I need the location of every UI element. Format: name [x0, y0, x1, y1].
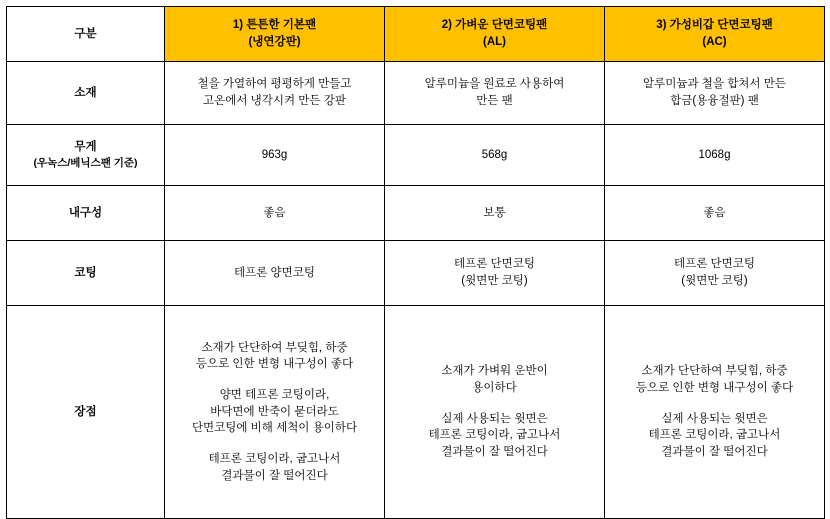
row-label-durability-text: 내구성: [68, 206, 103, 219]
cell-material-option-2: [385, 62, 605, 125]
cell-line: 철을 가열하여 평평하게 만들고: [197, 78, 352, 91]
cell-line: 알루미늄을 원료로 사용하여: [424, 78, 565, 91]
cell-line: 바닥면에 반죽이 묻더라도: [210, 405, 339, 418]
table-body: [7, 62, 825, 519]
cell-durability-option-3: [605, 186, 825, 241]
cell-line: 좋음: [703, 206, 726, 219]
cell-line: 알루미늄과 철을 합쳐서 만든: [643, 78, 786, 91]
pan-comparison-table: [6, 6, 825, 519]
cell-line: 568g: [481, 148, 508, 161]
table-row: [7, 186, 825, 241]
cell-line: 실제 사용되는 윗면은: [661, 412, 768, 425]
row-label-coating-text: 코팅: [74, 266, 97, 279]
cell-paragraph: [609, 411, 820, 461]
cell-line: 1068g: [698, 148, 731, 161]
column-header-option-3-line1: 3) 가성비갑 단면코팅팬: [656, 19, 773, 32]
cell-merits-option-2: [385, 306, 605, 519]
column-header-option-2-line1: 2) 가벼운 단면코팅팬: [441, 19, 548, 32]
cell-durability-option-1: [165, 186, 385, 241]
row-label-material-text: 소재: [74, 86, 97, 99]
cell-line: (윗면만 코팅): [681, 275, 748, 287]
cell-line: 만든 팬: [476, 95, 513, 107]
cell-line: 결과물이 잘 떨어진다: [661, 446, 768, 458]
column-header-option-1: [165, 7, 385, 62]
cell-paragraph: [169, 340, 380, 373]
cell-line: 등으로 인한 변형 내구성이 좋다: [195, 358, 354, 371]
cell-line: 결과물이 잘 떨어진다: [221, 469, 328, 482]
column-header-option-2-line2: (AL): [483, 36, 506, 48]
row-label-weight: [7, 125, 165, 186]
row-label-durability: [7, 186, 165, 241]
cell-line: 테프론 코팅이라, 굽고나서: [428, 429, 561, 442]
cell-paragraph: [169, 387, 380, 437]
cell-line: 결과물이 잘 떨어진다: [441, 446, 548, 458]
row-label-weight-note: (우녹스/베닉스팬 기준): [33, 157, 138, 170]
cell-line: 좋음: [263, 206, 286, 219]
cell-line: 소재가 가벼워 운반이: [441, 365, 548, 378]
row-label-merits-text: 장점: [74, 405, 97, 418]
cell-paragraph: [389, 411, 600, 461]
cell-line: 963g: [261, 148, 288, 161]
column-header-category: [7, 7, 165, 62]
cell-line: 테프론 코팅이라, 굽고나서: [208, 453, 341, 465]
cell-weight-option-3: [605, 125, 825, 186]
column-header-option-3: [605, 7, 825, 62]
cell-line: 테프론 양면코팅: [234, 266, 315, 279]
table-row: [7, 241, 825, 306]
row-label-material: [7, 62, 165, 125]
cell-material-option-1: [165, 62, 385, 125]
cell-line: 테프론 코팅이라, 굽고나서: [648, 429, 781, 442]
column-header-option-3-line2: (AC): [702, 36, 727, 48]
table-row: [7, 62, 825, 125]
row-label-merits: [7, 306, 165, 519]
cell-durability-option-2: [385, 186, 605, 241]
cell-line: 테프론 단면코팅: [674, 258, 755, 271]
table-row: [7, 306, 825, 519]
cell-line: (윗면만 코팅): [461, 275, 528, 287]
cell-coating-option-2: [385, 241, 605, 306]
cell-line: 용이하다: [472, 381, 517, 394]
cell-coating-option-1: [165, 241, 385, 306]
table-header-row: [7, 7, 825, 62]
cell-paragraph: [609, 363, 820, 396]
cell-line: 합금(용융절판) 팬: [670, 95, 759, 107]
cell-line: 등으로 인한 변형 내구성이 좋다: [635, 381, 794, 394]
cell-weight-option-1: [165, 125, 385, 186]
column-header-option-1-line1: 1) 튼튼한 기본팬: [232, 19, 317, 32]
cell-weight-option-2: [385, 125, 605, 186]
column-header-category-label: 구분: [74, 27, 97, 40]
cell-line: 실제 사용되는 윗면은: [441, 412, 548, 425]
row-label-coating: [7, 241, 165, 306]
cell-line: 고온에서 냉각시켜 만든 강판: [203, 95, 346, 107]
column-header-option-2: [385, 7, 605, 62]
cell-material-option-3: [605, 62, 825, 125]
cell-paragraph: [389, 363, 600, 396]
column-header-option-1-line2: (냉연강판): [248, 36, 301, 48]
cell-line: 보통: [483, 206, 506, 219]
cell-merits-option-3: [605, 306, 825, 519]
cell-line: 소재가 단단하여 부딪힘, 하중: [201, 341, 348, 354]
cell-line: 테프론 단면코팅: [454, 258, 535, 271]
row-label-weight-text: 무게: [74, 140, 97, 153]
cell-line: 소재가 단단하여 부딪힘, 하중: [641, 365, 788, 378]
cell-coating-option-3: [605, 241, 825, 306]
table-header: [7, 7, 825, 62]
table-row: [7, 125, 825, 186]
cell-paragraph: [169, 451, 380, 484]
cell-merits-option-1: [165, 306, 385, 519]
cell-line: 양면 테프론 코팅이라,: [219, 388, 330, 401]
cell-line: 단면코팅에 비해 세척이 용이하다: [191, 422, 358, 435]
